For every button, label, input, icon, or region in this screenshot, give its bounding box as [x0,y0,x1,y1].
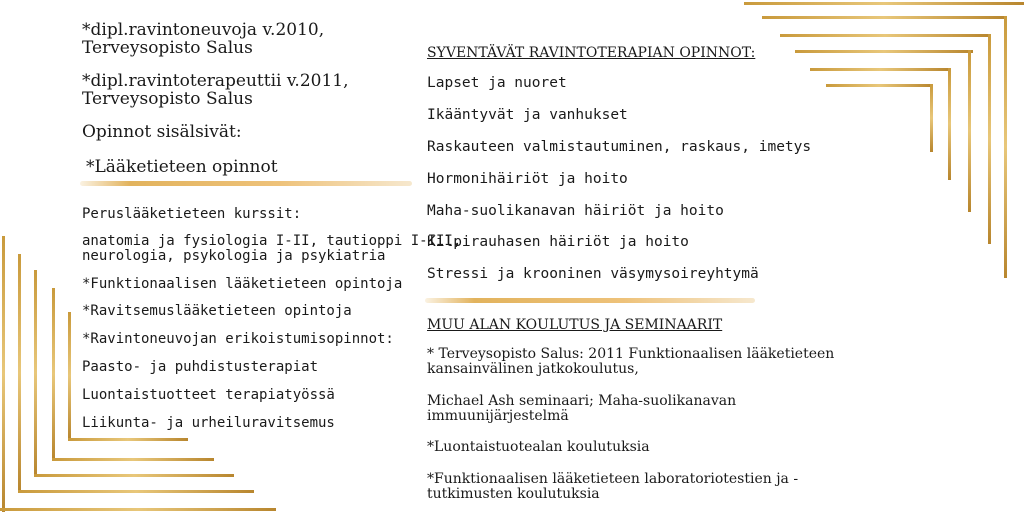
ash-seminar-line-1: Michael Ash seminaari; Maha-suolikanavan [427,393,737,409]
salus-training-line-1: * Terveysopisto Salus: 2011 Funktionaalisen lääketieteen [427,346,835,362]
degree-1-line-1: *dipl.ravintoneuvoja v.2010, [82,20,325,40]
list-item: Ikääntyvät ja vanhukset [427,107,628,123]
ash-seminar-line-2: immuunijärjestelmä [427,408,569,424]
nutritional-medicine-studies: *Ravitsemuslääketieteen opintoja [82,303,352,319]
courses-line-1: anatomia ja fysiologia I-II, tautioppi I-III, [82,233,462,249]
specialization-studies-heading: *Ravintoneuvojan erikoistumisopinnot: [82,331,394,347]
lab-training-line-1: *Funktionaalisen lääketieteen laboratoriotestien ja - [427,471,799,487]
list-item: Lapset ja nuoret [427,75,567,91]
advanced-studies-heading: SYVENTÄVÄT RAVINTOTERAPIAN OPINNOT: [427,45,756,61]
list-item: Kilpirauhasen häiriöt ja hoito [427,234,689,250]
list-item: Raskauteen valmistautuminen, raskaus, imetys [427,139,812,155]
other-training-heading: MUU ALAN KOULUTUS JA SEMINAARIT [427,317,723,333]
sports-nutrition: Liikunta- ja urheiluravitsemus [82,415,335,431]
list-item: Stressi ja krooninen väsymysoireyhtymä [427,266,759,282]
fasting-therapies: Paasto- ja puhdistusterapiat [82,359,319,375]
degree-2-line-2: Terveysopisto Salus [82,89,253,109]
degree-1-line-2: Terveysopisto Salus [82,38,253,58]
list-item: Maha-suolikanavan häiriöt ja hoito [427,203,724,219]
natural-products-training: *Luontaistuotealan koulutuksia [427,439,650,455]
gold-brush-divider-left [80,181,412,186]
salus-training-line-2: kansainvälinen jatkokoulutus, [427,361,639,377]
lab-training-line-2: tutkimusten koulutuksia [427,486,600,502]
studies-included-heading: Opinnot sisälsivät: [82,122,242,142]
natural-products-therapy: Luontaistuotteet terapiatyössä [82,387,335,403]
gold-brush-divider-right [425,298,755,303]
degree-2-line-1: *dipl.ravintoterapeuttii v.2011, [82,71,349,91]
courses-line-2: neurologia, psykologia ja psykiatria [82,248,386,264]
functional-medicine-studies: *Funktionaalisen lääketieteen opintoja [82,276,403,292]
basic-courses-heading: Peruslääketieteen kurssit: [82,206,302,222]
list-item: Hormonihäiriöt ja hoito [427,171,628,187]
medical-studies: *Lääketieteen opinnot [86,157,278,177]
